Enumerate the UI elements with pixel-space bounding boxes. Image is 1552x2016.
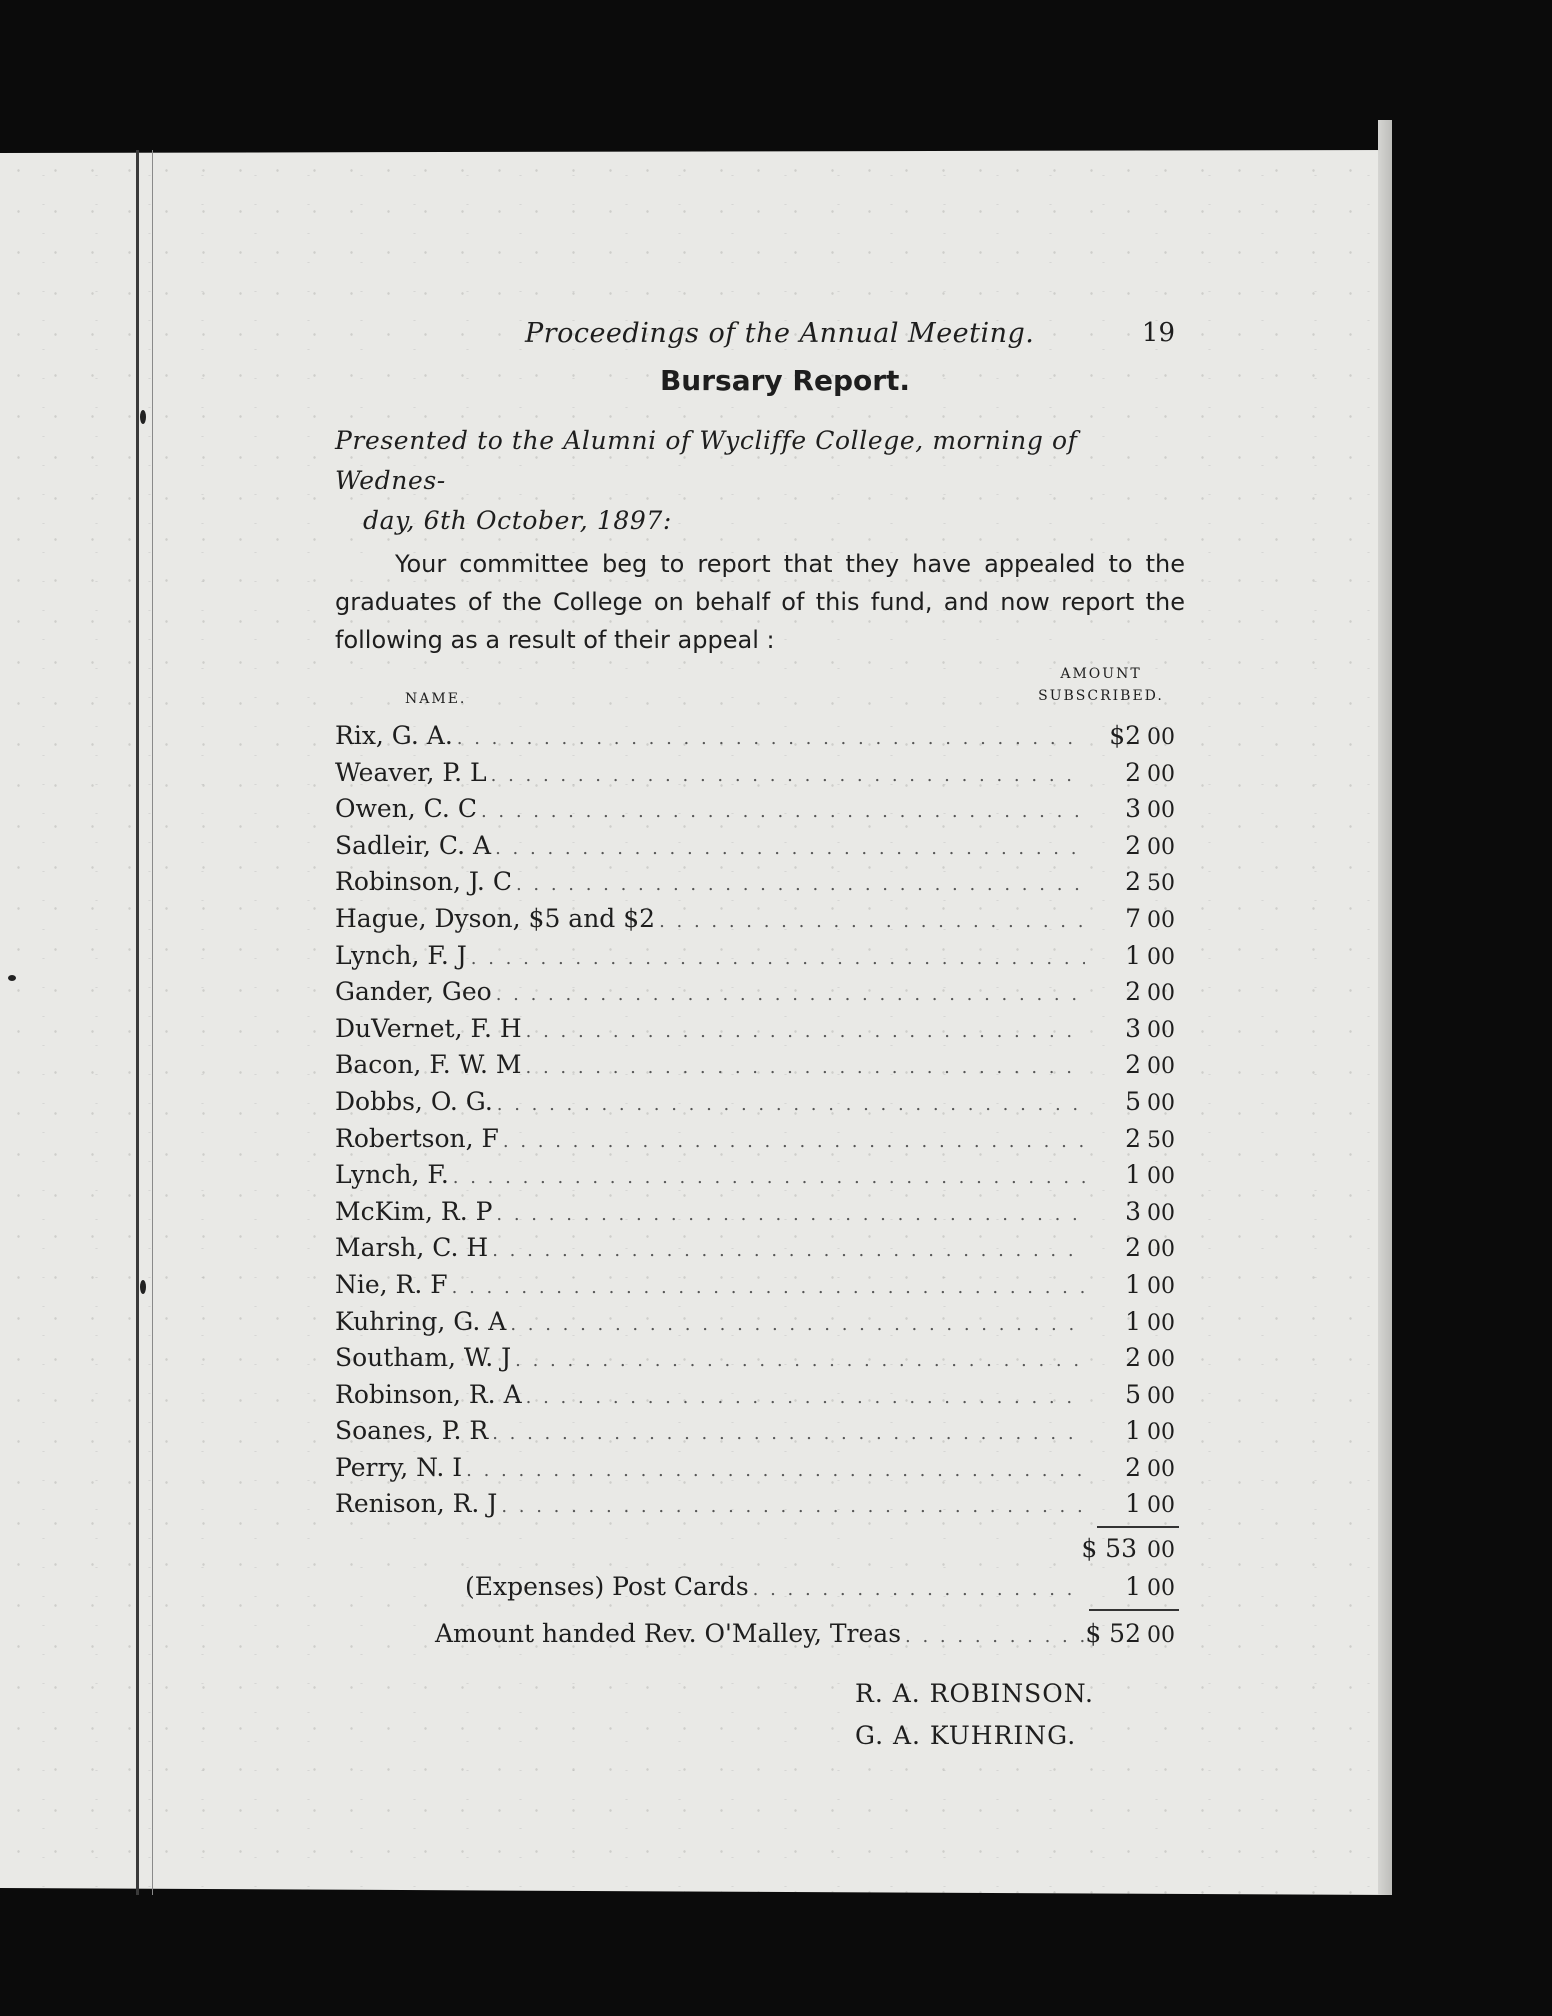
subscriber-name: Perry, N. I xyxy=(335,1452,463,1482)
leader-dots xyxy=(481,801,1085,822)
leader-dots xyxy=(659,911,1085,932)
subscriber-row xyxy=(335,1489,1185,1526)
signatory: G. A. KUHRING. xyxy=(855,1721,1077,1751)
leader-dots xyxy=(526,1057,1086,1078)
subscriber-amount xyxy=(1085,1087,1185,1116)
amount-cents: 00 xyxy=(1147,1493,1175,1519)
subscriber-name: Weaver, P. L xyxy=(335,757,487,787)
subscriber-amount xyxy=(1085,1014,1185,1043)
subscriber-name: Robertson, F xyxy=(335,1123,499,1153)
subscriber-amount xyxy=(1085,1197,1185,1226)
total-cents: 00 xyxy=(1147,1538,1175,1564)
running-head xyxy=(335,318,1185,358)
subscriber-amount xyxy=(1085,1416,1185,1445)
amount-dollars: 1 xyxy=(1125,1306,1141,1336)
amount-dollars: 1 xyxy=(1125,1416,1141,1446)
handed-row xyxy=(435,1619,1185,1656)
amount-dollars: 1 xyxy=(1125,1269,1141,1299)
subscriber-amount xyxy=(1085,1270,1185,1299)
leader-dots xyxy=(496,984,1085,1005)
leader-dots xyxy=(526,1021,1085,1042)
subscriber-name: Robinson, R. A xyxy=(335,1379,522,1409)
subscriber-name: Robinson, J. C xyxy=(335,867,512,897)
subscriber-row xyxy=(335,1453,1185,1490)
subscriber-amount xyxy=(1085,1343,1185,1372)
sum-rule xyxy=(1097,1526,1179,1528)
subscriber-name: Kuhring, G. A xyxy=(335,1306,507,1336)
subscriber-name: DuVernet, F. H xyxy=(335,1013,522,1043)
subscriber-amount xyxy=(1085,1233,1185,1262)
amount-cents: 00 xyxy=(1147,834,1175,860)
subscriber-name: Renison, R. J xyxy=(335,1489,498,1519)
subscriber-row xyxy=(335,831,1185,868)
amount-dollars: 3 xyxy=(1125,1196,1141,1226)
amount-dollars: 3 xyxy=(1125,1013,1141,1043)
amount-dollars: 1 xyxy=(1125,940,1141,970)
amount-cents: 50 xyxy=(1147,871,1175,897)
subscriber-name: Gander, Geo xyxy=(335,977,492,1007)
subscriber-amount xyxy=(1085,721,1185,750)
subscriber-row xyxy=(335,1124,1185,1161)
total-dollars: $ 53 xyxy=(1081,1534,1137,1564)
subscriber-row xyxy=(335,1233,1185,1270)
subscriber-row xyxy=(335,1307,1185,1344)
amount-dollars: 2 xyxy=(1125,1123,1141,1153)
book-gutter-line xyxy=(152,150,153,1895)
amount-cents: 00 xyxy=(1147,1273,1175,1299)
subscriber-row xyxy=(335,1416,1185,1453)
subscriber-name: Owen, C. C xyxy=(335,794,477,824)
subscriber-row xyxy=(335,867,1185,904)
amount-dollars: 2 xyxy=(1125,1452,1141,1482)
report-heading: Bursary Report. xyxy=(659,364,911,397)
subscriber-list xyxy=(335,721,1185,1526)
amount-dollars: 5 xyxy=(1125,1379,1141,1409)
amount-header-line-2: SUBSCRIBED. xyxy=(1038,688,1164,704)
amount-cents: 00 xyxy=(1147,725,1175,750)
leader-dots xyxy=(516,874,1085,895)
subscriber-amount xyxy=(1085,867,1185,896)
subscriber-amount xyxy=(1085,1307,1185,1336)
page-number: 19 xyxy=(1141,318,1175,348)
total-row xyxy=(335,1534,1185,1572)
amount-cents: 00 xyxy=(1147,1164,1175,1190)
intro-line-2: day, 6th October, 1897: xyxy=(363,506,672,535)
subscriber-row xyxy=(335,1343,1185,1380)
subscriber-row xyxy=(335,904,1185,941)
subscriber-amount xyxy=(1085,1160,1185,1189)
report-paragraph xyxy=(335,545,1185,659)
leader-dots xyxy=(466,1460,1085,1481)
amount-header-line-1: AMOUNT xyxy=(1060,666,1142,682)
handed-dollars: $ 52 xyxy=(1085,1618,1141,1648)
amount-cents: 00 xyxy=(1147,1456,1175,1482)
amount-dollars: 2 xyxy=(1125,867,1141,897)
leader-dots xyxy=(526,1387,1085,1408)
subscriber-row xyxy=(335,1270,1185,1307)
leader-dots xyxy=(495,838,1085,859)
subscriber-name: Lynch, F. J xyxy=(335,940,467,970)
amount-dollars: 3 xyxy=(1125,794,1141,824)
subscriber-amount xyxy=(1085,758,1185,787)
leader-dots xyxy=(491,765,1085,786)
subscriber-amount xyxy=(1085,1489,1185,1518)
running-title: Proceedings of the Annual Meeting. xyxy=(525,318,1035,349)
subscriber-name: Lynch, F. xyxy=(335,1160,449,1190)
amount-dollars: 1 xyxy=(1125,1489,1141,1519)
subscriber-row xyxy=(335,941,1185,978)
subscriber-row xyxy=(335,1197,1185,1234)
ink-speck xyxy=(140,410,146,424)
leader-dots xyxy=(496,1204,1085,1225)
net-rule xyxy=(1089,1609,1179,1611)
amount-cents: 50 xyxy=(1147,1127,1175,1153)
column-headers xyxy=(335,663,1185,721)
leader-dots xyxy=(515,1350,1085,1371)
signatures xyxy=(855,1673,1185,1757)
subscriber-row xyxy=(335,977,1185,1014)
amount-dollars: 7 xyxy=(1125,903,1141,933)
subscriber-name: Bacon, F. W. M xyxy=(335,1050,522,1080)
amount-dollars: 2 xyxy=(1125,1233,1141,1263)
leader-dots xyxy=(471,948,1085,969)
subscriber-row xyxy=(335,1380,1185,1417)
subscriber-amount xyxy=(1085,831,1185,860)
leader-dots xyxy=(510,1314,1085,1335)
page-edge xyxy=(1378,120,1392,1895)
signatory: R. A. ROBINSON. xyxy=(855,1679,1094,1709)
subscriber-row xyxy=(335,1014,1185,1051)
amount-cents: 00 xyxy=(1147,1310,1175,1336)
subscriber-name: Soanes, P. R xyxy=(335,1416,489,1446)
handed-amount xyxy=(1085,1619,1185,1648)
expenses-dollars: 1 xyxy=(1125,1572,1141,1602)
name-column-header: NAME. xyxy=(405,691,467,707)
amount-dollars: 2 xyxy=(1125,830,1141,860)
subscriber-name: Southam, W. J xyxy=(335,1343,512,1373)
amount-dollars: 5 xyxy=(1125,1086,1141,1116)
subscriber-name: Dobbs, O. G. xyxy=(335,1086,493,1116)
leader-dots xyxy=(453,1167,1085,1188)
amount-cents: 00 xyxy=(1147,1383,1175,1409)
amount-cents: 00 xyxy=(1147,1017,1175,1043)
expenses-row xyxy=(465,1572,1185,1609)
amount-dollars: 2 xyxy=(1125,977,1141,1007)
subscriber-row xyxy=(335,1050,1185,1087)
amount-cents: 00 xyxy=(1147,1420,1175,1446)
intro-text xyxy=(335,421,1185,541)
amount-dollars: 2 xyxy=(1125,1343,1141,1373)
subscriber-row xyxy=(335,1160,1185,1197)
amount-cents: 00 xyxy=(1147,944,1175,970)
subscriber-amount xyxy=(1085,1124,1185,1153)
amount-dollars: 2 xyxy=(1125,757,1141,787)
subscriber-amount xyxy=(1085,1380,1185,1409)
subscriber-amount xyxy=(1085,1453,1185,1482)
expenses-label: (Expenses) Post Cards xyxy=(465,1572,749,1602)
leader-dots xyxy=(753,1579,1085,1600)
amount-dollars: 1 xyxy=(1125,1160,1141,1190)
subscriber-name: McKim, R. P xyxy=(335,1196,493,1226)
amount-cents: 00 xyxy=(1147,1090,1175,1116)
ink-speck xyxy=(8,975,16,981)
subscriber-name: Nie, R. F xyxy=(335,1269,448,1299)
subscriber-amount xyxy=(1085,941,1185,970)
leader-dots xyxy=(452,1277,1085,1298)
handed-cents: 00 xyxy=(1147,1622,1175,1648)
handed-label: Amount handed Rev. O'Malley, Treas xyxy=(435,1618,902,1648)
amount-cents: 00 xyxy=(1147,1054,1175,1080)
subscriber-row xyxy=(335,1087,1185,1124)
subscriber-row xyxy=(335,794,1185,831)
amount-dollars: $2 xyxy=(1109,721,1141,750)
intro-line-1: Presented to the Alumni of Wycliffe College, morning of Wednes- xyxy=(335,426,1078,495)
amount-cents: 00 xyxy=(1147,1347,1175,1373)
amount-column-header xyxy=(1031,663,1171,707)
book-spine xyxy=(136,150,139,1895)
amount-cents: 00 xyxy=(1147,1237,1175,1263)
subscriber-row xyxy=(335,721,1185,758)
subscriber-amount xyxy=(1085,794,1185,823)
paragraph-text: Your committee beg to report that they have appealed to the graduates of the College on behalf of this fund, and now report the following as a result of their appeal : xyxy=(335,550,1185,654)
subscriber-row xyxy=(335,758,1185,795)
expenses-cents: 00 xyxy=(1147,1576,1175,1602)
leader-dots xyxy=(503,1131,1085,1152)
amount-cents: 00 xyxy=(1147,981,1175,1007)
amount-cents: 00 xyxy=(1147,761,1175,787)
leader-dots xyxy=(905,1626,1085,1647)
subscriber-amount xyxy=(1085,1050,1185,1079)
subscriber-name: Sadleir, C. A xyxy=(335,830,492,860)
leader-dots xyxy=(497,1094,1085,1115)
leader-dots xyxy=(492,1240,1085,1261)
leader-dots xyxy=(457,728,1085,749)
leader-dots xyxy=(492,1423,1085,1444)
amount-cents: 00 xyxy=(1147,798,1175,824)
amount-cents: 00 xyxy=(1147,907,1175,933)
ink-speck xyxy=(140,1280,146,1294)
amount-dollars: 2 xyxy=(1125,1050,1141,1080)
subscriber-name: Marsh, C. H xyxy=(335,1233,489,1263)
subscriber-name: Hague, Dyson, $5 and $2 xyxy=(335,903,656,933)
page-content xyxy=(335,318,1185,1757)
subscriber-amount xyxy=(1085,904,1185,933)
leader-dots xyxy=(501,1496,1085,1517)
expenses-amount xyxy=(1085,1572,1185,1601)
amount-cents: 00 xyxy=(1147,1200,1175,1226)
subscriber-name: Rix, G. A. xyxy=(335,721,453,750)
subscriber-amount xyxy=(1085,977,1185,1006)
